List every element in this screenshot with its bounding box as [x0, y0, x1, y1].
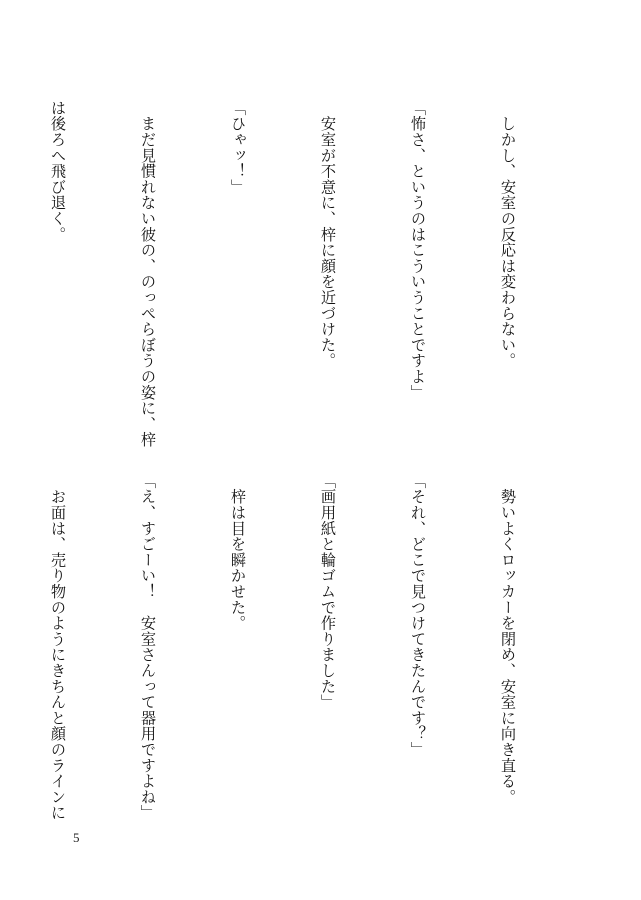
text-line: 「え、すごーい！ 安室さんって器用ですよね」 [139, 473, 157, 821]
text-line: しかし、安室の反応は変わらない。 [499, 100, 517, 369]
text-line: まだ見慣れない彼の、のっぺらぼうの姿に、梓 [139, 100, 157, 448]
text-line: 安室が不意に、梓に顔を近づけた。 [319, 100, 337, 369]
text-line: 梓は目を瞬かせた。 [229, 473, 247, 631]
text-line: 「怖さ、というのはこういうことですよ」 [409, 100, 427, 401]
text-line: は後ろへ飛び退く。 [49, 100, 67, 243]
text-line: 勢いよくロッカーを閉め、安室に向き直る。 [499, 473, 517, 805]
text-line: お面は、売り物のようにきちんと顔のラインに [49, 473, 67, 821]
text-block-top [0, 100, 583, 448]
text-line: 「ひゃッ！」 [229, 100, 247, 195]
text-line: 「それ、どこで見つけてきたんです？」 [409, 473, 427, 758]
page-number: 5 [73, 830, 80, 845]
text-line: 「画用紙と輪ゴムで作りました」 [319, 473, 337, 710]
text-block-bottom [0, 473, 583, 821]
